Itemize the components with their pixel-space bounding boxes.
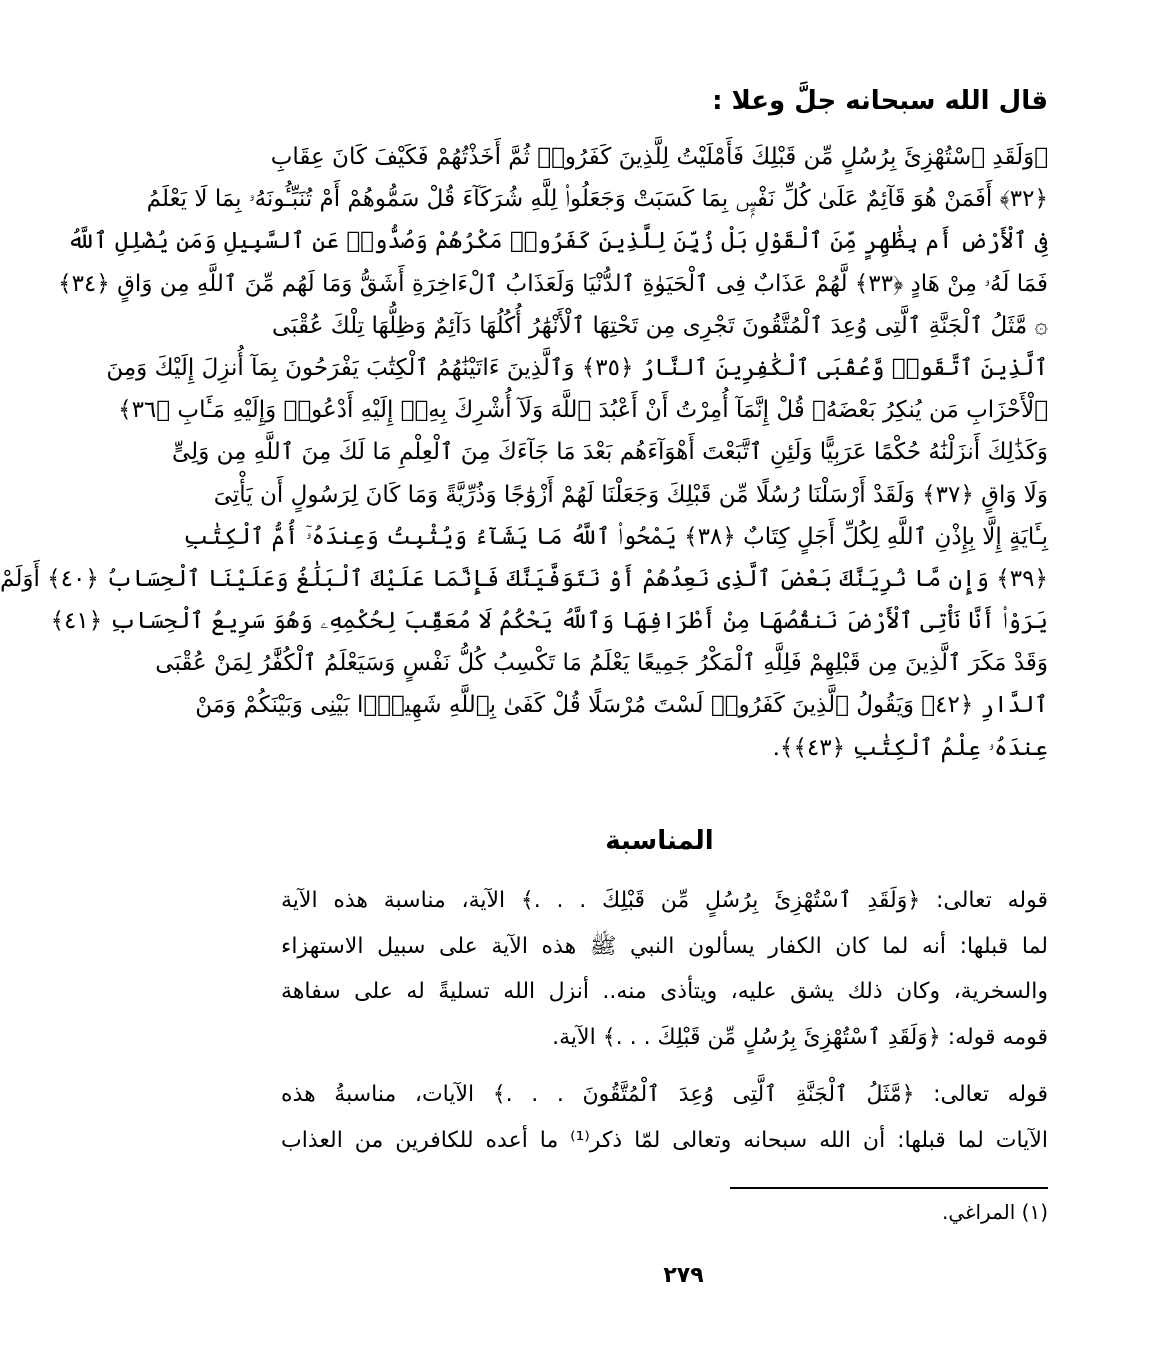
section-title: المناسبة <box>605 826 714 856</box>
paragraph-line: لما قبلها: أنه لما كان الكفار يسألون النبي ﷺ هذه الآية على سبيل الاستهزاء <box>281 933 1048 959</box>
verse-line: ۞ مَّثَلُ ٱلْجَنَّةِ ٱلَّتِى وُعِدَ ٱلْمُتَّقُونَ تَجْرِى مِن تَحْتِهَا ٱلْأَنْهَٰرُ أُكُلُهَا دَآئِمٌ وَظِلُّهَا تِلْكَ عُقْبَى <box>271 312 1048 339</box>
verse-line: يَرَوْا۟ أَنَّا نَأْتِى ٱلْأَرْضَ نَنقُصُهَا مِنْ أَطْرَافِهَا وَٱللَّهُ يَحْكُمُ لَا مُعَقِّبَ لِحُكْمِهِۦ وَهُوَ سَرِيعُ ٱلْحِسَابِ ﴿٤١﴾ <box>50 608 1048 635</box>
verse-line: ٱلْأَحْزَابِ مَن يُنكِرُ بَعْضَهُۥ قُلْ إِنَّمَآ أُمِرْتُ أَنْ أَعْبُدَ ٱللَّهَ وَلَآ أُشْرِكَ بِهِۦٓ إِلَيْهِ أَدْعُوا۟ وَإِلَيْهِ مَـَٔابِ ﴿٣٦﴾ <box>118 397 1048 424</box>
paragraph-line: والسخرية، وكان ذلك يشق عليه، ويتأذى منه.. أنزل الله تسليةً له على سفاهة <box>281 979 1048 1004</box>
verse-line: ﴿٣٩﴾ وَإِن مَّا نُرِيَنَّكَ بَعْضَ ٱلَّذِى نَعِدُهُمْ أَوْ نَتَوَفَّيَنَّكَ فَإِنَّمَا عَلَيْكَ ٱلْبَلَٰغُ وَعَلَيْنَا ٱلْحِسَابُ ﴿٤٠﴾ أَوَلَمْ <box>0 565 1048 592</box>
verse-line: وَلَا وَاقٍ ﴿٣٧﴾ وَلَقَدْ أَرْسَلْنَا رُسُلًا مِّن قَبْلِكَ وَجَعَلْنَا لَهُمْ أَزْوَٰجًا وَذُرِّيَّةً وَمَا كَانَ لِرَسُولٍ أَن يَأْتِىَ <box>213 481 1048 508</box>
verse-line: عِندَهُۥ عِلْمُ ٱلْكِتَٰبِ ﴿٤٣﴾﴾. <box>772 734 1048 761</box>
paragraph <box>281 878 1048 1060</box>
verse-line: بِـَٔايَةٍ إِلَّا بِإِذْنِ ٱللَّهِ لِكُلِّ أَجَلٍ كِتَابٌ ﴿٣٨﴾ يَمْحُوا۟ ٱللَّهُ مَا يَشَآءُ وَيُثْبِتُ وَعِندَهُۥٓ أُمُّ ٱلْكِتَٰبِ <box>183 523 1048 550</box>
verse-line: ٱلدَّارِ ﴿٤٢﴾ وَيَقُولُ ٱلَّذِينَ كَفَرُوا۟ لَسْتَ مُرْسَلًا قُلْ كَفَىٰ بِٱللَّهِ شَهِيدًۢا بَيْنِى وَبَيْنَكُمْ وَمَنْ <box>195 692 1048 719</box>
footnote-divider <box>730 1187 1048 1189</box>
paragraph-line: قوله تعالى: ﴿مَّثَلُ ٱلْجَنَّةِ ٱلَّتِى وُعِدَ ٱلْمُتَّقُونَ . . .﴾ الآيات، مناسبةُ هذه <box>281 1082 1048 1107</box>
paragraph-line: الآيات لما قبلها: أن الله سبحانه وتعالى لمّا ذكر⁽¹⁾ ما أعده للكافرين من العذاب <box>281 1127 1048 1153</box>
page-heading: قال الله سبحانه جلَّ وعلا : <box>712 86 1048 116</box>
paragraph-line: قوله تعالى: ﴿وَلَقَدِ ٱسْتُهْزِئَ بِرُسُلٍ مِّن قَبْلِكَ . . .﴾ الآية، مناسبة هذه الآية <box>281 888 1048 913</box>
verse-line: ٱلَّذِينَ ٱتَّقَوا۟ وَّعُقْبَى ٱلْكَٰفِرِينَ ٱلنَّارُ ﴿٣٥﴾ وَٱلَّذِينَ ءَاتَيْنَٰهُمُ ٱلْكِتَٰبَ يَفْرَحُونَ بِمَآ أُنزِلَ إِلَيْكَ وَمِنَ <box>106 354 1048 381</box>
verse-line: فَمَا لَهُۥ مِنْ هَادٍ ﴿٣٣﴾ لَّهُمْ عَذَابٌ فِى ٱلْحَيَوٰةِ ٱلدُّنْيَا وَلَعَذَابُ ٱلْءَاخِرَةِ أَشَقُّ وَمَا لَهُم مِّنَ ٱللَّهِ مِن وَاقٍ ﴿٣٤﴾ <box>58 270 1048 297</box>
paragraph-line: قومه قوله: ﴿وَلَقَدِ ٱسْتُهْزِئَ بِرُسُلٍ مِّن قَبْلِكَ . . .﴾ الآية. <box>552 1024 1048 1050</box>
verse-line: وَكَذَٰلِكَ أَنزَلْنَٰهُ حُكْمًا عَرَبِيًّا وَلَئِنِ ٱتَّبَعْتَ أَهْوَآءَهُم بَعْدَ مَا جَآءَكَ مِنَ ٱلْعِلْمِ مَا لَكَ مِنَ ٱللَّهِ مِن وَلِىٍّ <box>172 439 1048 466</box>
footnote: (١) المراغي. <box>941 1200 1048 1224</box>
verse-line: وَقَدْ مَكَرَ ٱلَّذِينَ مِن قَبْلِهِمْ فَلِلَّهِ ٱلْمَكْرُ جَمِيعًا يَعْلَمُ مَا تَكْسِبُ كُلُّ نَفْسٍ وَسَيَعْلَمُ ٱلْكُفَّٰرُ لِمَنْ عُقْبَى <box>155 650 1048 677</box>
verse-line: فِى ٱلْأَرْضِ أَم بِظَٰهِرٍ مِّنَ ٱلْقَوْلِ بَلْ زُيِّنَ لِلَّذِينَ كَفَرُوا۟ مَكْرُهُمْ وَصُدُّوا۟ عَنِ ٱلسَّبِيلِ وَمَن يُضْلِلِ ٱللَّهُ <box>67 228 1048 255</box>
verse-line: ﴿٣٢﴾ أَفَمَنْ هُوَ قَآئِمٌ عَلَىٰ كُلِّ نَفْسٍۭ بِمَا كَسَبَتْ وَجَعَلُوا۟ لِلَّهِ شُرَكَآءَ قُلْ سَمُّوهُمْ أَمْ تُنَبِّـُٔونَهُۥ بِمَا لَا يَعْلَمُ <box>146 186 1048 213</box>
paragraph <box>281 1072 1048 1163</box>
quran-verses-block <box>0 136 1048 811</box>
commentary-block <box>281 878 1048 1175</box>
verse-line: ﴿وَلَقَدِ ٱسْتُهْزِئَ بِرُسُلٍ مِّن قَبْلِكَ فَأَمْلَيْتُ لِلَّذِينَ كَفَرُوا۟ ثُمَّ أَخَذْتُهُمْ فَكَيْفَ كَانَ عِقَابِ <box>270 144 1048 170</box>
page-number: ٢٧٩ <box>663 1263 704 1288</box>
